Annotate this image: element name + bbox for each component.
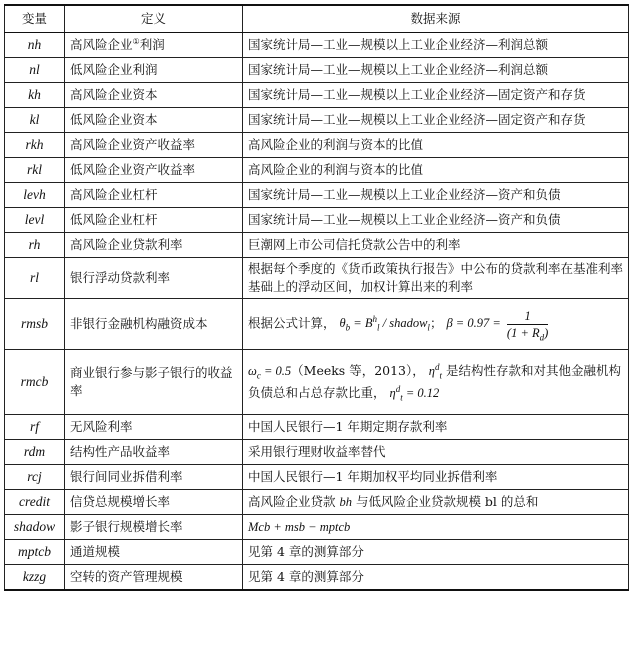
definition-cell: 高风险企业资产收益率 [65,133,243,158]
definition-cell: 银行浮动贷款利率 [65,258,243,299]
header-variable: 变量 [5,5,65,33]
source-cell: Mcb + msb − mptcb [243,515,629,540]
footnote-marker: ① [132,36,140,46]
definition-cell: 结构性产品收益率 [65,440,243,465]
source-cell: 国家统计局—工业—规模以上工业企业经济—利润总额 [243,58,629,83]
formula-intro: 根据公式计算， [248,314,336,330]
r-subscript: d [539,332,545,342]
eta-formula [389,383,440,403]
source-cell: 中国人民银行—1 年期定期存款利率 [243,415,629,440]
definition-cell: 信贷总规模增长率 [65,490,243,515]
b-superscript: h [372,313,377,324]
definition-cell: 低风险企业资产收益率 [65,158,243,183]
definition-cell: 无风险利率 [65,415,243,440]
source-cell: 国家统计局—工业—规模以上工业企业经济—资产和负债 [243,208,629,233]
variable-cell: rcj [5,465,65,490]
definition-cell: 空转的资产管理规模 [65,565,243,591]
table-row [5,83,629,108]
definition-cell: 低风险企业资本 [65,108,243,133]
eta-subscript: t [400,392,403,403]
definition-cell: 低风险企业利润 [65,58,243,83]
theta-formula [339,313,430,333]
citation: （Meeks 等，2013）， [291,363,425,378]
source-cell: 国家统计局—工业—规模以上工业企业经济—固定资产和存货 [243,108,629,133]
variable-cell: rh [5,233,65,258]
table-row [5,158,629,183]
table-row [5,133,629,158]
formula-part: ) [544,325,549,340]
header-definition: 定义 [65,5,243,33]
formula-part: = B [350,315,373,330]
definition-text-tail: 利润 [139,37,165,52]
source-variable: bh [339,495,352,509]
formula-part: (1 + R [506,325,540,340]
variable-cell: rkl [5,158,65,183]
source-cell: 国家统计局—工业—规模以上工业企业经济—固定资产和存货 [243,83,629,108]
source-cell [243,350,629,415]
definition-cell: 影子银行规模增长率 [65,515,243,540]
page [4,4,628,591]
table-row [5,565,629,591]
formula-part: β = 0.97 = [446,315,504,330]
fraction [507,308,548,341]
definition-cell: 低风险企业杠杆 [65,208,243,233]
source-text: 与低风险企业贷款规模 bl 的总和 [351,494,539,509]
table-row [5,208,629,233]
table-row [5,258,629,299]
table-row [5,540,629,565]
eta-symbol: η [428,364,435,378]
source-cell: 见第 4 章的测算部分 [243,540,629,565]
variable-cell: nl [5,58,65,83]
definition-cell: 非银行金融机构融资成本 [65,299,243,350]
eta-value: = 0.12 [402,386,440,400]
variable-cell: rdm [5,440,65,465]
table-row [5,233,629,258]
eta-subscript: t [439,370,442,381]
table-row [5,350,629,415]
eta-symbol-group [428,361,442,381]
table-row [5,415,629,440]
beta-formula [446,308,549,342]
table-row [5,465,629,490]
table-row [5,299,629,350]
source-cell: 见第 4 章的测算部分 [243,565,629,591]
eta-superscript: d [395,383,401,394]
omega-value: = 0.5 [260,364,292,378]
variable-cell: rmsb [5,299,65,350]
table-row [5,490,629,515]
source-text: 高风险企业贷款 [248,494,340,509]
source-cell: 高风险企业的利润与资本的比值 [243,158,629,183]
source-cell: 中国人民银行—1 年期加权平均同业拆借利率 [243,465,629,490]
definition-cell: 商业银行参与影子银行的收益率 [65,350,243,415]
variable-cell: rkh [5,133,65,158]
eta-symbol: η [389,386,396,400]
definition-text: 高风险企业 [70,37,133,52]
variable-cell: kzzg [5,565,65,591]
variable-cell: rmcb [5,350,65,415]
table-row [5,58,629,83]
definition-cell: 高风险企业资本 [65,83,243,108]
source-cell: 高风险企业的利润与资本的比值 [243,133,629,158]
definition-cell: 高风险企业杠杆 [65,183,243,208]
variable-cell: levh [5,183,65,208]
variable-cell: shadow [5,515,65,540]
variable-cell: rl [5,258,65,299]
table-row [5,183,629,208]
table-row [5,515,629,540]
fraction-numerator: 1 [507,308,548,325]
variable-definition-table [4,4,629,591]
definition-cell [65,33,243,58]
omega-symbol: ω [248,364,257,378]
variable-cell: rf [5,415,65,440]
source-cell [243,490,629,515]
shadow-subscript: l [427,322,430,333]
eta-description: 是结构性存款和对其他金融机构负债总和占总存款比重， [248,363,621,400]
variable-cell: mptcb [5,540,65,565]
source-cell: 采用银行理财收益率替代 [243,440,629,465]
source-cell [243,299,629,350]
theta-symbol: θ [339,315,346,330]
source-cell: 巨潮网上市公司信托贷款公告中的利率 [243,233,629,258]
fraction-denominator [507,325,548,341]
variable-cell: kl [5,108,65,133]
header-data-source: 数据来源 [243,5,629,33]
table-header-row [5,5,629,33]
eta-superscript: d [434,361,440,372]
source-cell: 根据每个季度的《货币政策执行报告》中公布的贷款利率在基准利率基础上的浮动区间，加权计算出来的利率 [243,258,629,299]
formula-part: / shadow [379,315,428,330]
source-cell: 国家统计局—工业—规模以上工业企业经济—资产和负债 [243,183,629,208]
omega-subscript: c [256,370,261,381]
omega-formula [248,364,292,381]
b-subscript: l [376,322,380,333]
definition-cell: 高风险企业贷款利率 [65,233,243,258]
definition-cell: 通道规模 [65,540,243,565]
definition-cell: 银行间同业拆借利率 [65,465,243,490]
formula-separator: ； [429,314,443,330]
variable-cell: nh [5,33,65,58]
table-row [5,440,629,465]
source-cell: 国家统计局—工业—规模以上工业企业经济—利润总额 [243,33,629,58]
table-row [5,33,629,58]
theta-subscript: b [345,322,351,333]
variable-cell: credit [5,490,65,515]
variable-cell: kh [5,83,65,108]
variable-cell: levl [5,208,65,233]
table-row [5,108,629,133]
